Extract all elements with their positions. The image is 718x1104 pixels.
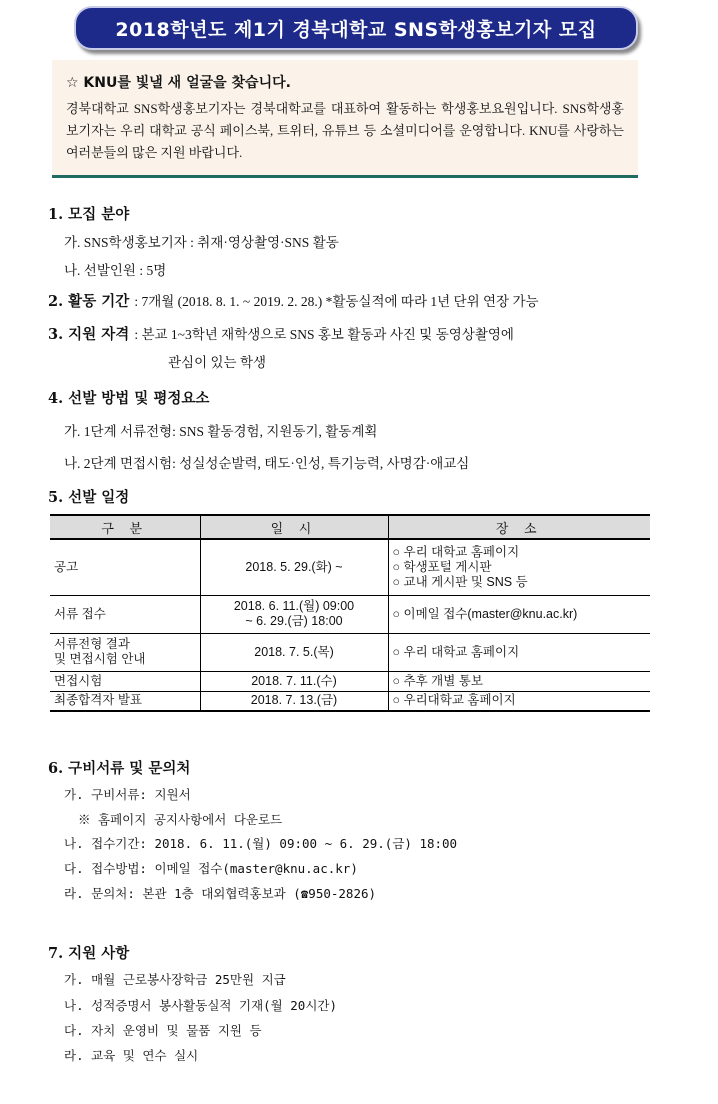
schedule-table (50, 514, 650, 712)
section-2-title: 2. 활동 기간 (48, 293, 130, 310)
place-line: ○ 추후 개별 통보 (392, 673, 483, 688)
table-header-row (50, 515, 650, 539)
section-1-item-2: 나. 선발인원 : 5명 (64, 263, 167, 278)
intro-box (52, 60, 638, 178)
place-line: ○ 우리 대학교 홈페이지 (392, 544, 520, 559)
row-datetime (200, 633, 388, 671)
header-category: 구 분 (50, 515, 200, 539)
table-row (50, 691, 650, 711)
row-category: 서류전형 결과 및 면접시험 안내 (50, 633, 200, 671)
datetime-line: 2018. 7. 13.(금) (250, 693, 338, 708)
section-6-item-2: 나. 접수기간: 2018. 6. 11.(월) 09:00 ~ 6. 29.(금) 18:00 (64, 836, 458, 851)
place-line: ○ 교내 게시판 및 SNS 등 (392, 574, 528, 589)
table-row (50, 539, 650, 595)
section-3-line-2: 관심이 있는 학생 (168, 355, 267, 370)
place-line: ○ 이메일 접수(master@knu.ac.kr) (392, 606, 578, 621)
intro-body: 경북대학교 SNS학생홍보기자는 경북대학교를 대표하여 활동하는 학생홍보요원입니다. SNS학생홍보기자는 우리 대학교 공식 페이스북, 트위터, 유튜브 등 소셜미디어를 운영합니다. KNU를 사랑하는 여러분들의 많은 지원 바랍니다. (66, 101, 624, 160)
section-6-item-4: 라. 문의처: 본관 1층 대외협력홍보과 (☎950-2826) (64, 886, 377, 901)
intro-heading: ☆ KNU를 빛낼 새 얼굴을 찾습니다. (66, 75, 291, 91)
table-row (50, 633, 650, 671)
section-7-item-2: 나. 성적증명서 봉사활동실적 기재(월 20시간) (64, 998, 338, 1013)
section-3-title: 3. 지원 자격 (48, 326, 130, 343)
datetime-line: 2018. 7. 11.(수) (251, 673, 337, 688)
table-row (50, 671, 650, 691)
datetime-line: 2018. 7. 5.(목) (254, 644, 334, 659)
section-7-item-3: 다. 자치 운영비 및 물품 지원 등 (64, 1023, 262, 1038)
datetime-line: ~ 6. 29.(금) 18:00 (245, 614, 343, 628)
section-7-item-4: 라. 교육 및 연수 실시 (64, 1048, 199, 1063)
section-4-item-1: 가. 1단계 서류전형: SNS 활동경험, 지원동기, 활동계획 (64, 424, 378, 439)
row-category: 최종합격자 발표 (50, 691, 200, 711)
row-place (388, 691, 650, 711)
section-6-item-3: 다. 접수방법: 이메일 접수(master@knu.ac.kr) (64, 861, 358, 876)
datetime-line: 2018. 6. 11.(월) 09:00 (233, 599, 355, 613)
section-1-item-1: 가. SNS학생홍보기자 : 취재·영상촬영·SNS 활동 (64, 235, 339, 250)
place-line: ○ 우리 대학교 홈페이지 (392, 644, 520, 659)
section-4-item-2: 나. 2단계 면접시험: 성실성순발력, 태도·인성, 특기능력, 사명감·애교심 (64, 456, 470, 471)
section-1-title: 1. 모집 분야 (48, 206, 130, 223)
header-datetime: 일 시 (200, 515, 388, 539)
section-2-text: : 7개월 (2018. 8. 1. ~ 2019. 2. 28.) *활동실적에 따라 1년 단위 연장 가능 (134, 294, 539, 309)
row-datetime (200, 595, 388, 633)
row-datetime (200, 539, 388, 595)
row-category: 공고 (50, 539, 200, 595)
section-2 (48, 290, 539, 311)
row-place (388, 595, 650, 633)
row-datetime (200, 671, 388, 691)
row-datetime (200, 691, 388, 711)
page-title-banner (74, 6, 638, 50)
table-row (50, 595, 650, 633)
section-6-title: 6. 구비서류 및 문의처 (48, 760, 191, 777)
datetime-line: 2018. 5. 29.(화) ~ (245, 559, 343, 574)
row-place (388, 671, 650, 691)
section-7-title: 7. 지원 사항 (48, 945, 130, 962)
row-category: 면접시험 (50, 671, 200, 691)
section-6-note: ※ 홈페이지 공지사항에서 다운로드 (78, 812, 283, 827)
row-place (388, 633, 650, 671)
place-line: ○ 학생포털 게시판 (392, 559, 492, 574)
section-4-title: 4. 선발 방법 및 평정요소 (48, 390, 210, 407)
section-5-title: 5. 선발 일정 (48, 489, 130, 506)
row-place (388, 539, 650, 595)
section-3 (48, 323, 514, 344)
section-7-item-1: 가. 매월 근로봉사장학금 25만원 지급 (64, 972, 286, 987)
header-place: 장 소 (388, 515, 650, 539)
place-line: ○ 우리대학교 홈페이지 (392, 693, 516, 708)
section-3-line-1: : 본교 1~3학년 재학생으로 SNS 홍보 활동과 사진 및 동영상촬영에 (134, 327, 514, 342)
section-6-item-1: 가. 구비서류: 지원서 (64, 787, 191, 802)
row-category: 서류 접수 (50, 595, 200, 633)
page-title: 2018학년도 제1기 경북대학교 SNS학생홍보기자 모집 (115, 18, 597, 41)
